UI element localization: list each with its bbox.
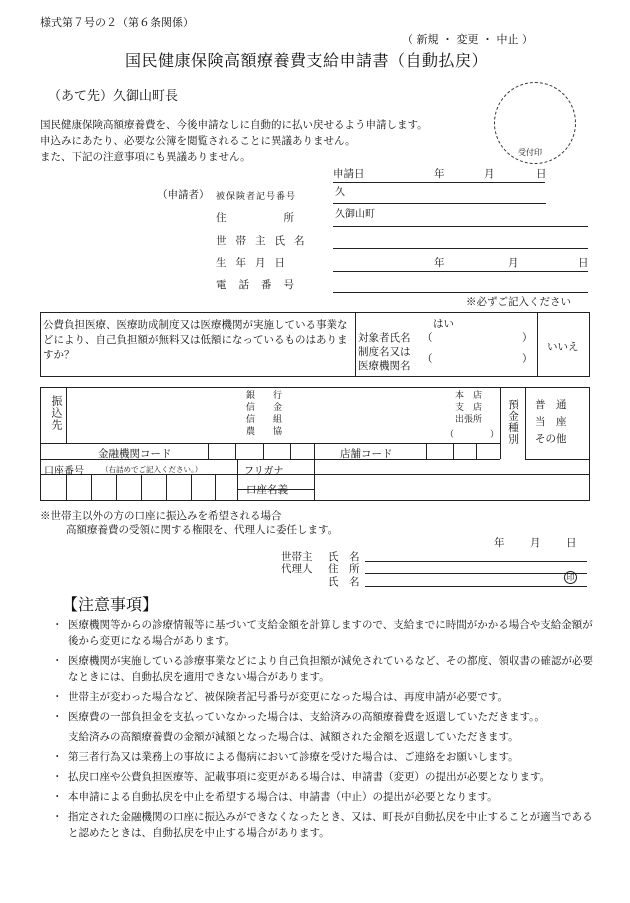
note-bullet: ・ xyxy=(52,691,63,703)
proxy-day: 日 xyxy=(566,537,577,549)
note-bullet: ・ xyxy=(52,711,63,723)
proxy-address-label: 住 所 xyxy=(328,563,360,575)
note-bullet: ・ xyxy=(52,811,63,823)
head-name-label: 世帯主氏名 xyxy=(216,235,314,247)
birth-month: 月 xyxy=(508,257,519,269)
note-item: ・ 医療機関が実施している診療事業などにより自己負担額が減免されているなど、その都度、領収書の確認が必要なときには、自動払戻を適用できない場合があります。 xyxy=(52,655,593,683)
note-item: ・ 本申請による自動払戻を中止を希望する場合は、申請書（中止）の提出が必要となります。 xyxy=(52,791,498,803)
bank-code-label: 金融機関コード xyxy=(98,448,172,460)
application-date-label: 申請日 xyxy=(333,168,365,180)
branch-paren: （ ） xyxy=(445,430,500,440)
public-expense-question: 公費負担医療、医療助成制度又は医療機関が実施している事業などにより、自己負担額が無料又は低額になっているものはありますか？ xyxy=(43,319,348,361)
intro-line-2: 申込みにあたり、必要な公簿を閲覧されることに異議ありません。 xyxy=(40,135,356,147)
intro-line-3: また、下記の注意事項にも異議ありません。 xyxy=(40,151,251,163)
target-paren-open: （ xyxy=(422,332,433,344)
phone-field[interactable] xyxy=(333,276,588,290)
address-label: 住 所 xyxy=(216,212,306,224)
proxy-note-line-1: ※世帯主以外の方の口座に振込みを希望される場合 xyxy=(40,510,282,522)
addressee: （あて先）久御山町長 xyxy=(48,89,179,104)
proxy-head-name-label: 氏 名 xyxy=(328,551,360,563)
address-field[interactable]: 久御山町 xyxy=(335,209,375,220)
note-item: ・ 第三者行為又は業務上の事故による傷病において診療を受けた場合は、ご連絡をお願いします。 xyxy=(52,751,519,763)
note-bullet: ・ xyxy=(52,751,63,763)
deposit-type-options[interactable]: 普 通 当 座 その他 xyxy=(535,399,567,445)
phone-label: 電話番号 xyxy=(216,279,306,291)
insured-number-label: 被保険者記号番号 xyxy=(216,192,297,202)
head-name-field[interactable] xyxy=(333,232,588,246)
deposit-type-label: 預金種別 xyxy=(507,399,519,445)
page-title: 国民健康保険高額療養費支給申請書（自動払戻） xyxy=(125,51,489,70)
furigana-label: フリガナ xyxy=(244,466,284,477)
note-item: ・ 払戻口座や公費負担医療等、記載事項に変更がある場合は、申請書（変更）の提出が必要となります。 xyxy=(52,771,551,783)
transfer-to-label: 振込先 xyxy=(50,395,63,431)
account-number-note: （右詰めでご記入ください。） xyxy=(101,465,203,474)
proxy-agent-label: 代理人 xyxy=(281,563,313,575)
note-bullet: ・ xyxy=(52,655,63,667)
status-options[interactable]: （ 新規 ・ 変更 ・ 中止 ） xyxy=(402,33,533,46)
required-note: ※必ずご記入ください xyxy=(466,296,571,308)
proxy-note-line-2: 高額療養費の受領に関する権限を、代理人に委任します。 xyxy=(66,524,339,536)
public-expense-yes[interactable]: はい xyxy=(433,318,454,330)
proxy-head-label: 世帯主 xyxy=(281,551,313,563)
date-month: 月 xyxy=(484,168,495,180)
form-number: 様式第７号の２（第６条関係） xyxy=(40,16,194,29)
birth-date-label: 生年月日 xyxy=(216,257,294,269)
system-name-label: 制度名又は医療機関名 xyxy=(358,346,411,372)
birth-year: 年 xyxy=(434,257,445,269)
reception-stamp xyxy=(494,82,576,164)
account-number-label: 口座番号 xyxy=(44,466,84,477)
branch-type-options[interactable]: 本 店 支 店 出張所 xyxy=(455,391,483,425)
account-holder-field[interactable] xyxy=(318,477,586,497)
date-year: 年 xyxy=(434,168,445,180)
note-bullet: ・ xyxy=(52,791,63,803)
target-paren-close: ） xyxy=(522,332,533,344)
proxy-year: 年 xyxy=(494,537,505,549)
reception-stamp-label: 受付印 xyxy=(518,148,542,157)
note-bullet: ・ xyxy=(52,619,63,631)
seal-mark: 印 xyxy=(564,571,577,584)
date-day: 日 xyxy=(536,168,547,180)
system-paren-open: （ xyxy=(422,353,433,365)
applicant-label: （申請者） xyxy=(157,189,210,201)
bank-type-options[interactable]: 銀 行 信 金 信 組 農 協 xyxy=(246,391,283,437)
proxy-month: 月 xyxy=(530,537,541,549)
insured-number-field[interactable]: 久 xyxy=(335,187,345,198)
note-item: ・ 医療機関等からの診療情報等に基づいて支給金額を計算しますので、支給までに時間がかかる場合や支給金額が後から変更になる場合があります。 xyxy=(52,619,593,647)
system-paren-close: ） xyxy=(522,353,533,365)
birth-day: 日 xyxy=(578,257,589,269)
note-item: ・ 医療費の一部負担金を支払っていなかった場合は、支給済みの高額療養費を返還していただきます。。 xyxy=(52,711,545,723)
proxy-name-label: 氏 名 xyxy=(328,576,360,588)
note-item: ・ 指定された金融機関の口座に振込みができなくなったとき、又は、町長が自動払戻を中止することが適当であると認めたときは、自動払戻を中止する場合があります。 xyxy=(52,811,593,839)
account-holder-label: 口座名義 xyxy=(246,484,288,496)
note-item: 支給済みの高額療養費の金額が減額となった場合は、減額された金額を返還していただきます。 xyxy=(68,731,519,743)
target-person-label: 対象者氏名 xyxy=(358,332,411,344)
intro-line-1: 国民健康保険高額療養費を、今後申請なしに自動的に払い戻せるよう申請します。 xyxy=(40,119,428,131)
note-bullet: ・ xyxy=(52,771,63,783)
note-item: ・ 世帯主が変わった場合など、被保険者記号番号が変更になった場合は、再度申請が必要です。 xyxy=(52,691,509,703)
notes-list xyxy=(52,617,600,845)
notes-heading: 【注意事項】 xyxy=(62,595,159,614)
branch-code-label: 店舗コード xyxy=(340,448,393,460)
public-expense-no[interactable]: いいえ xyxy=(547,341,579,353)
